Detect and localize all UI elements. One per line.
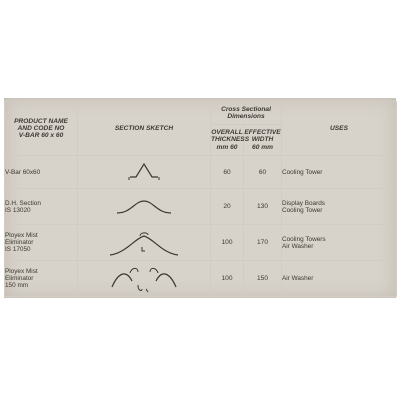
product-name-line: IS 13020: [5, 206, 31, 214]
uses-cell: [282, 156, 397, 189]
uses-line: Cooling Towers: [282, 235, 326, 243]
v-bar-section-icon: [114, 159, 174, 185]
product-name-cell: [5, 225, 78, 261]
overall-thickness-cell: 20: [211, 189, 244, 225]
product-name-line: Ployex Mist: [5, 232, 38, 239]
uses-cell: [282, 189, 397, 225]
col-header-product-line: AND CODE NO: [17, 124, 65, 132]
uses-cell: [282, 225, 397, 261]
header-row-top: [5, 102, 397, 125]
table-row: [5, 189, 397, 225]
overall-thickness-cell: 100: [211, 225, 244, 261]
product-name-line: D.H. Section: [5, 199, 41, 207]
col-header-product-line: V-BAR 60 x 60: [18, 132, 64, 140]
spec-table: [4, 101, 397, 297]
effective-width-cell: 170: [244, 225, 282, 261]
effective-width-cell: 130: [244, 189, 282, 225]
col-header-overall-thickness: [211, 125, 250, 156]
col-header-dimensions-line: Dimensions: [227, 113, 265, 120]
col-header-thickness-line: THICKNESS: [211, 136, 250, 144]
col-header-product: [5, 102, 78, 156]
section-sketch-cell: [78, 225, 211, 261]
uses-line: Cooling Tower: [282, 206, 323, 214]
section-sketch-cell: [78, 189, 211, 225]
product-name-line: IS 17050: [5, 246, 31, 253]
col-header-thickness-line: OVERALL: [211, 129, 243, 137]
uses-line: Air Washer: [282, 275, 314, 282]
product-name-cell: [5, 261, 78, 297]
uses-cell: [282, 261, 397, 297]
product-name-line: V-Bar 60x60: [5, 168, 41, 176]
col-header-product-line: PRODUCT NAME: [14, 117, 68, 125]
col-header-thickness-line: mm 60: [216, 143, 238, 151]
effective-width-cell: 60: [244, 156, 282, 189]
overall-thickness-cell: 60: [211, 156, 244, 189]
col-header-width-line: EFFECTIVE: [244, 129, 281, 137]
mist-eliminator-170-icon: [104, 227, 184, 259]
overall-thickness-cell: 100: [211, 261, 244, 297]
uses-line: Air Washer: [282, 242, 314, 250]
dh-section-icon: [109, 195, 179, 219]
col-header-width-line: 60 mm: [252, 143, 273, 151]
table-row: [5, 261, 397, 297]
col-header-width-line: WIDTH: [251, 136, 274, 144]
table-row: [5, 225, 397, 261]
product-name-line: 150 mm: [5, 282, 29, 289]
table-row: [5, 156, 397, 189]
product-name-line: Eliminator: [5, 275, 34, 282]
uses-line: Display Boards: [282, 199, 325, 207]
col-header-dimensions: [211, 102, 282, 125]
product-name-line: Ployex Mist: [5, 268, 38, 275]
product-name-cell: [5, 156, 78, 189]
col-header-sketch: SECTION SKETCH: [78, 102, 211, 156]
section-sketch-cell: [78, 156, 211, 189]
mist-eliminator-150-icon: [104, 263, 184, 295]
product-name-cell: [5, 189, 78, 225]
effective-width-cell: 150: [244, 261, 282, 297]
uses-line: Cooling Tower: [282, 168, 323, 176]
col-header-uses: USES: [282, 102, 397, 156]
col-header-dimensions-line: Cross Sectional: [221, 105, 271, 113]
section-sketch-cell: [78, 261, 211, 297]
col-header-effective-width: [244, 125, 282, 156]
product-name-line: Eliminator: [5, 239, 34, 246]
